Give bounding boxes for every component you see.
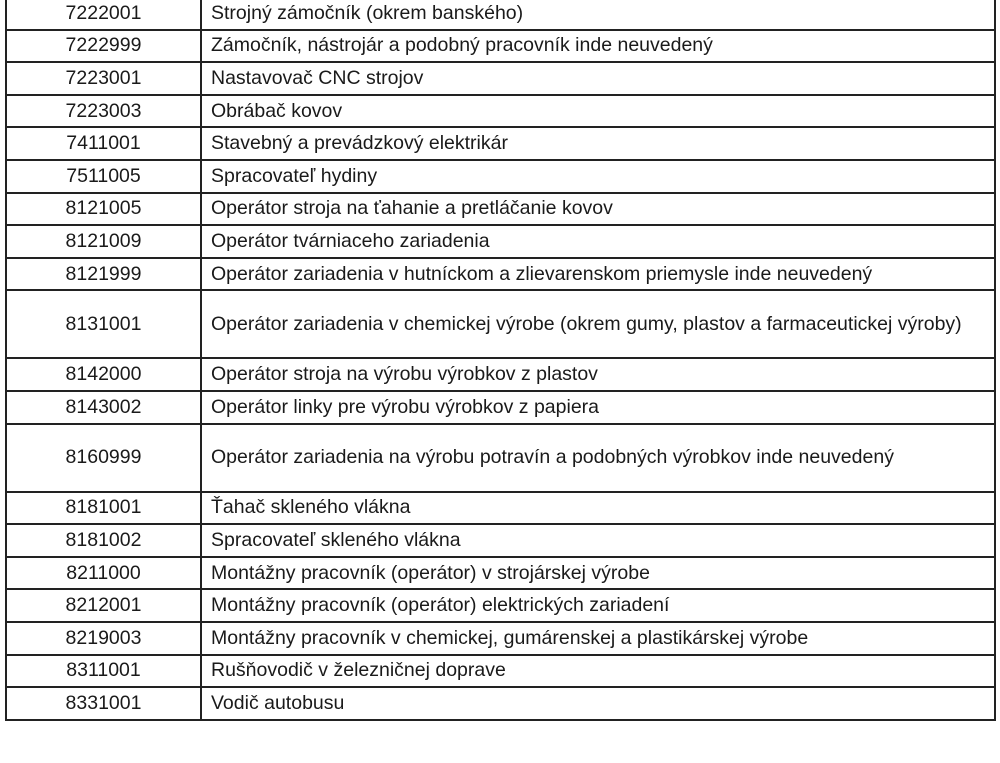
table-row: [6, 391, 995, 424]
occupation-table: [5, 0, 996, 721]
table-row: [6, 424, 995, 492]
table-row: [6, 290, 995, 358]
occupation-code: 8181001: [6, 492, 201, 525]
occupation-name: Operátor linky pre výrobu výrobkov z papiera: [201, 391, 995, 424]
occupation-name: Nastavovač CNC strojov: [201, 62, 995, 95]
occupation-name: Montážny pracovník (operátor) elektrických zariadení: [201, 589, 995, 622]
occupation-name: Operátor zariadenia v hutníckom a zlievarenskom priemysle inde neuvedený: [201, 258, 995, 291]
occupation-name: Vodič autobusu: [201, 687, 995, 720]
occupation-code: 7223001: [6, 62, 201, 95]
table-row: [6, 160, 995, 193]
occupation-code: 8311001: [6, 655, 201, 688]
occupation-name: Ťahač skleného vlákna: [201, 492, 995, 525]
occupation-code: 8142000: [6, 358, 201, 391]
occupation-table-container: [5, 0, 994, 721]
table-row: [6, 193, 995, 226]
table-row: [6, 225, 995, 258]
occupation-code: 8181002: [6, 524, 201, 557]
occupation-name: Strojný zámočník (okrem banského): [201, 0, 995, 30]
table-row: [6, 127, 995, 160]
occupation-name: Operátor zariadenia na výrobu potravín a podobných výrobkov inde neuvedený: [201, 424, 995, 492]
table-row: [6, 557, 995, 590]
occupation-code: 8211000: [6, 557, 201, 590]
occupation-name: Montážny pracovník (operátor) v strojárskej výrobe: [201, 557, 995, 590]
occupation-code: 8212001: [6, 589, 201, 622]
table-row: [6, 30, 995, 63]
occupation-code: 8143002: [6, 391, 201, 424]
table-row: [6, 62, 995, 95]
occupation-name: Operátor stroja na ťahanie a pretláčanie kovov: [201, 193, 995, 226]
occupation-name: Spracovateľ skleného vlákna: [201, 524, 995, 557]
table-row: [6, 524, 995, 557]
table-row: [6, 0, 995, 30]
occupation-name: Operátor stroja na výrobu výrobkov z plastov: [201, 358, 995, 391]
table-row: [6, 622, 995, 655]
table-row: [6, 95, 995, 128]
occupation-name: Spracovateľ hydiny: [201, 160, 995, 193]
occupation-name: Montážny pracovník v chemickej, gumárenskej a plastikárskej výrobe: [201, 622, 995, 655]
occupation-code: 8219003: [6, 622, 201, 655]
table-row: [6, 687, 995, 720]
table-row: [6, 589, 995, 622]
occupation-code: 8121999: [6, 258, 201, 291]
occupation-code: 7222999: [6, 30, 201, 63]
occupation-name: Stavebný a prevádzkový elektrikár: [201, 127, 995, 160]
occupation-code: 8121009: [6, 225, 201, 258]
table-row: [6, 492, 995, 525]
occupation-code: 7222001: [6, 0, 201, 30]
table-row: [6, 358, 995, 391]
occupation-code: 8160999: [6, 424, 201, 492]
occupation-name: Operátor zariadenia v chemickej výrobe (okrem gumy, plastov a farmaceutickej výroby): [201, 290, 995, 358]
table-row: [6, 258, 995, 291]
occupation-name: Obrábač kovov: [201, 95, 995, 128]
occupation-code: 8121005: [6, 193, 201, 226]
table-row: [6, 655, 995, 688]
occupation-name: Operátor tvárniaceho zariadenia: [201, 225, 995, 258]
occupation-code: 7223003: [6, 95, 201, 128]
occupation-code: 7411001: [6, 127, 201, 160]
occupation-name: Rušňovodič v železničnej doprave: [201, 655, 995, 688]
occupation-code: 7511005: [6, 160, 201, 193]
occupation-code: 8131001: [6, 290, 201, 358]
occupation-name: Zámočník, nástrojár a podobný pracovník inde neuvedený: [201, 30, 995, 63]
occupation-code: 8331001: [6, 687, 201, 720]
